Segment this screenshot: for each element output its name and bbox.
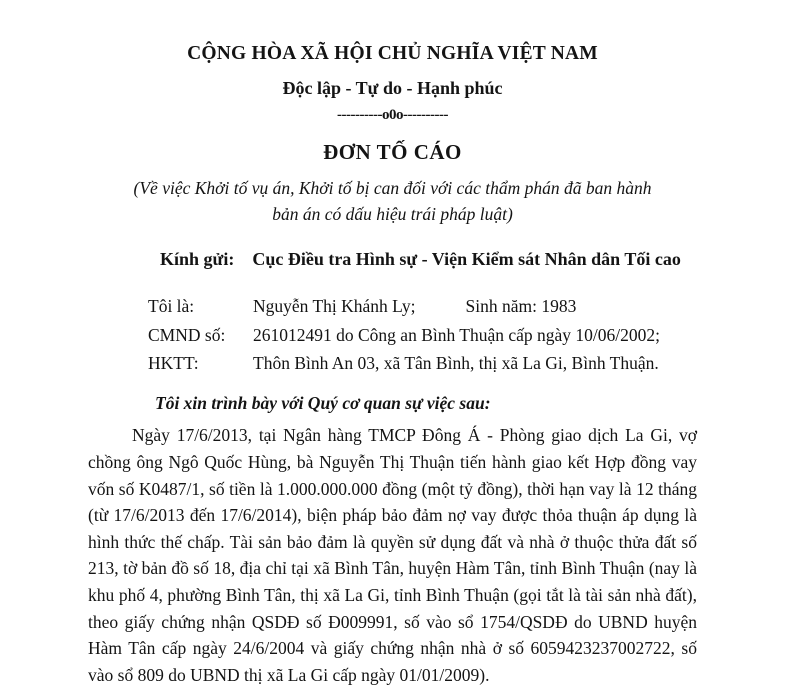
national-title: CỘNG HÒA XÃ HỘI CHỦ NGHĨA VIỆT NAM [187, 43, 598, 64]
declarant-address: Thôn Bình An 03, xã Tân Bình, thị xã La Gi, Bình Thuận. [253, 353, 659, 374]
recipient-value: Cục Điều tra Hình sự - Viện Kiểm sát Nhân dân Tối cao [252, 249, 681, 270]
info-row-id-number [148, 321, 785, 349]
statement-heading: Tôi xin trình bày với Quý cơ quan sự việc sau: [155, 393, 491, 414]
document-subtitle: (Về việc Khởi tố vụ án, Khởi tố bị can đối với các thẩm phán đã ban hành bản án có dấu hiệu trái pháp luật) [133, 177, 652, 225]
recipient-line [0, 249, 785, 270]
info-row-address [148, 349, 785, 377]
info-label-address: HKTT: [148, 353, 199, 374]
info-value-name [253, 292, 785, 320]
declarant-birth-year: Sinh năm: 1983 [465, 296, 577, 317]
info-label-id-number: CMND số: [148, 324, 226, 345]
declarant-name: Nguyễn Thị Khánh Ly; [253, 296, 416, 317]
declarant-info-block [0, 292, 785, 377]
ornamental-separator: ----------o0o---------- [337, 106, 448, 123]
recipient-label: Kính gửi: [160, 249, 235, 270]
document-header [0, 0, 785, 124]
declarant-id-number: 261012491 do Công an Bình Thuận cấp ngày 10/06/2002; [253, 324, 661, 345]
info-row-name [148, 292, 785, 320]
national-motto: Độc lập - Tự do - Hạnh phúc [282, 78, 503, 99]
statement-paragraph: Ngày 17/6/2013, tại Ngân hàng TMCP Đông Á - Phòng giao dịch La Gi, vợ chồng ông Ngô Quốc Hùng, bà Nguyễn Thị Thuận tiến hành giao kết Hợp đồng vay vốn số K0487/1, số tiền là 1.000.000.000 đồng (một tỷ đồng), thời hạn vay là 12 tháng (từ 17/6/2013 đến 17/6/2014), biện pháp bảo đảm nợ vay được thỏa thuận áp dụng là hình thức thế chấp. Tài sản bảo đảm là quyền sử dụng đất và nhà ở thuộc thửa đất số 213, tờ bản đồ số 18, địa chỉ tại xã Bình Tân, huyện Hàm Tân, tỉnh Bình Thuận (nay là khu phố 4, phường Bình Tân, thị xã La Gi, tỉnh Bình Thuận (gọi tắt là tài sản nhà đất), theo giấy chứng nhận QSDĐ số Đ009991, số vào sổ 1754/QSDĐ do UBND huyện Hàm Tân cấp ngày 24/6/2004 và giấy chứng nhận nhà ở số 6059423237002722, số vào sổ 809 do UBND thị xã La Gi cấp ngày 01/01/2009). [88, 425, 697, 685]
page-title: ĐƠN TỐ CÁO [323, 139, 462, 164]
info-label-name: Tôi là: [148, 296, 195, 317]
